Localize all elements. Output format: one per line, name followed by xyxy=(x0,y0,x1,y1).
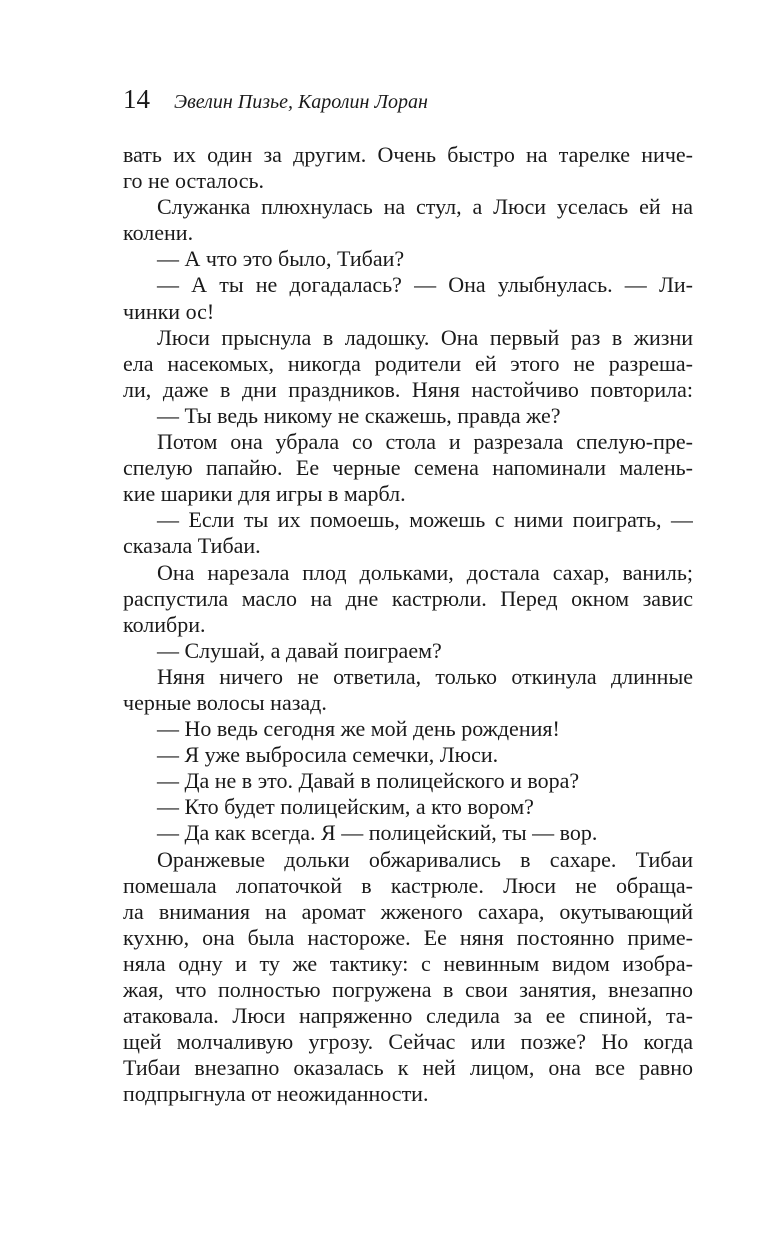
text-line: го не осталось. xyxy=(123,168,264,194)
text-line: — Я уже выбросила семечки, Люси. xyxy=(157,742,499,768)
text-line: Люси прыснула в ладошку. Она первый раз в жизни xyxy=(157,324,693,350)
text-line: подпрыгнула от неожиданности. xyxy=(123,1081,429,1107)
text-line: черные волосы назад. xyxy=(123,689,327,715)
page-number: 14 xyxy=(123,84,150,114)
text-line: — Ты ведь никому не скажешь, правда же? xyxy=(157,402,561,428)
text-line: Она нарезала плод дольками, достала сахар, ваниль; xyxy=(157,559,693,585)
text-line: сказала Тибаи. xyxy=(123,533,261,559)
text-line: щей молчаливую угрозу. Сейчас или позже? Но когда xyxy=(123,1029,693,1055)
text-line: ла внимания на аромат жженого сахара, окутывающий xyxy=(123,898,693,924)
text-line: — Но ведь сегодня же мой день рождения! xyxy=(157,716,560,742)
text-line: Оранжевые дольки обжаривались в сахаре. Тибаи xyxy=(157,846,693,872)
body-text xyxy=(123,142,693,1107)
text-line: ела насекомых, никогда родители ей этого не разреша- xyxy=(123,350,693,376)
text-line: Няня ничего не ответила, только откинула длинные xyxy=(157,663,693,689)
text-line: — Да как всегда. Я — полицейский, ты — вор. xyxy=(157,820,598,846)
text-line: кухню, она была настороже. Ее няня постоянно приме- xyxy=(123,924,693,950)
text-line: атаковала. Люси напряженно следила за ее спиной, та- xyxy=(123,1003,693,1029)
text-line: — Да не в это. Давай в полицейского и вора? xyxy=(157,768,580,794)
text-line: колени. xyxy=(123,220,194,246)
text-line: вать их один за другим. Очень быстро на тарелке ниче- xyxy=(123,142,693,167)
text-line: жая, что полностью погружена в свои занятия, внезапно xyxy=(123,977,693,1002)
text-line: колибри. xyxy=(123,611,206,637)
text-line: Служанка плюхнулась на стул, а Люси уселась ей на xyxy=(157,194,693,220)
text-line: — А что это было, Тибаи? xyxy=(157,246,405,272)
text-line: няла одну и ту же тактику: с невинным видом изобра- xyxy=(123,950,693,976)
text-line: — Кто будет полицейским, а кто вором? xyxy=(157,794,534,820)
text-line: спелую папайю. Ее черные семена напоминали малень- xyxy=(123,455,693,481)
running-title: Эвелин Пизье, Каролин Лоран xyxy=(174,91,428,113)
text-line: Тибаи внезапно оказалась к ней лицом, она все равно xyxy=(123,1055,693,1081)
text-line: — Если ты их помоешь, можешь с ними поиграть, — xyxy=(157,507,693,533)
text-line: Потом она убрала со стола и разрезала спелую-пре- xyxy=(157,429,693,455)
text-line: — Слушай, а давай поиграем? xyxy=(157,637,442,663)
text-line: чинки ос! xyxy=(123,298,215,324)
text-line: кие шарики для игры в марбл. xyxy=(123,481,406,507)
page-header xyxy=(123,84,428,124)
text-line: — А ты не догадалась? — Она улыбнулась. — Ли- xyxy=(157,272,693,298)
text-line: распустила масло на дне кастрюли. Перед окном завис xyxy=(123,585,693,611)
text-line: ли, даже в дни праздников. Няня настойчиво повторила: xyxy=(123,376,693,402)
text-line: помешала лопаточкой в кастрюле. Люси не обраща- xyxy=(123,872,693,898)
